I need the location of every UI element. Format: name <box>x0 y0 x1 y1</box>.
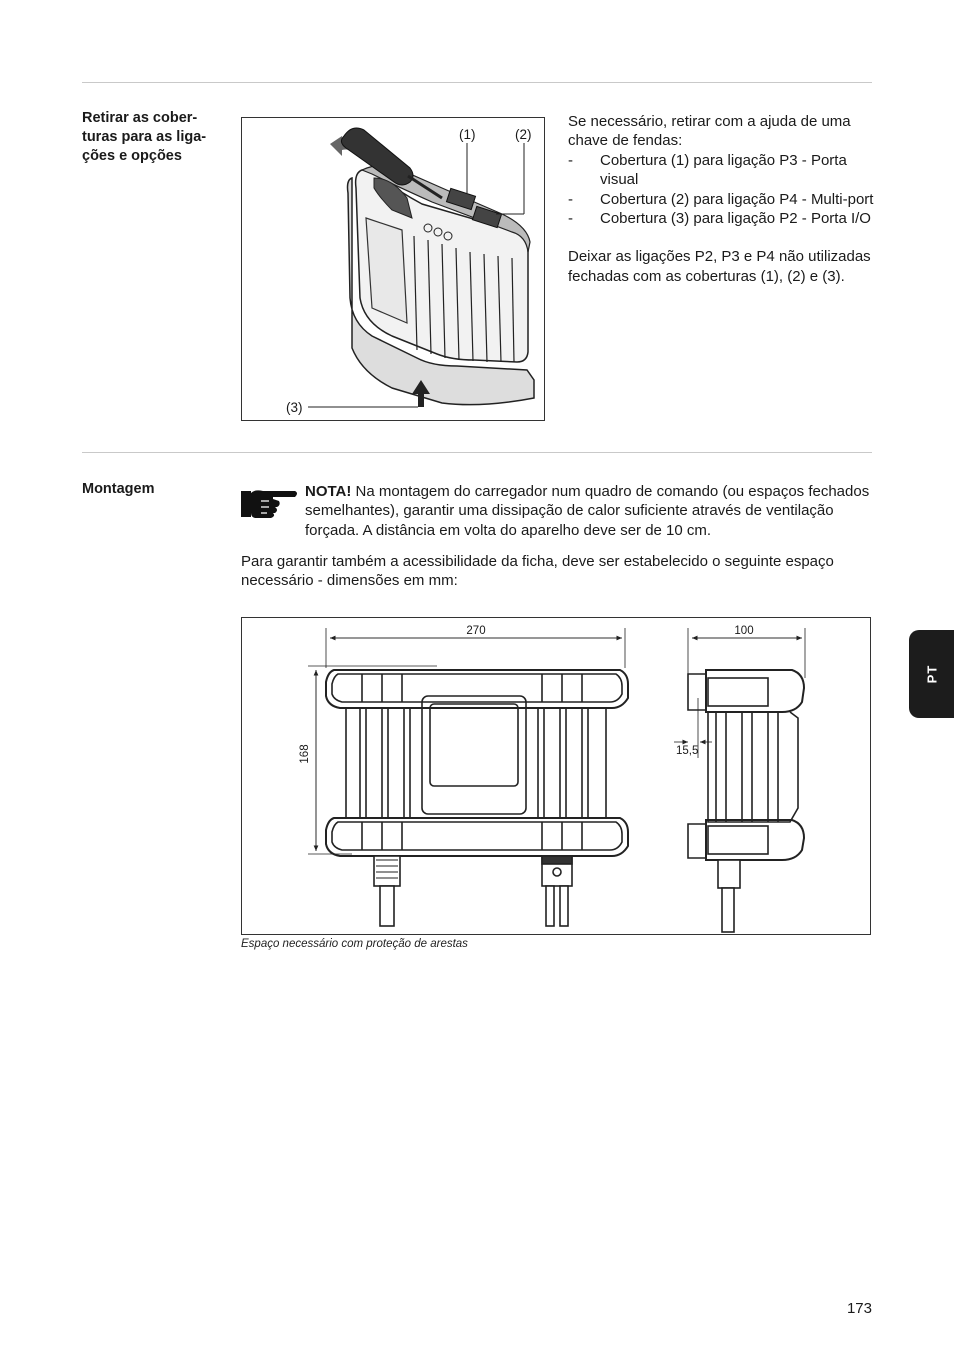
dim-width-label: 270 <box>466 625 486 637</box>
dim-offset-label: 15,5 <box>676 745 699 757</box>
figure-remove-covers <box>241 117 545 421</box>
list-item: - Cobertura (2) para ligação P4 - Multi-port <box>568 190 874 209</box>
section-title-mounting: Montagem <box>82 481 155 497</box>
list-item: - Cobertura (1) para ligação P3 - Porta visual <box>568 151 874 190</box>
section-divider <box>82 452 872 453</box>
pointing-hand-icon <box>239 485 299 526</box>
figure-label-1: (1) <box>459 127 476 142</box>
note-label: NOTA! <box>305 483 352 500</box>
page-number: 173 <box>846 1300 872 1317</box>
covers-closing: Deixar as ligações P2, P3 e P4 não utilizadas fechadas com as coberturas (1), (2) e (3). <box>568 248 871 285</box>
figure-label-3: (3) <box>286 400 303 415</box>
figure-label-2: (2) <box>515 127 532 142</box>
covers-instructions <box>568 112 874 286</box>
note-text: Na montagem do carregador num quadro de comando (ou espaços fechados semelhantes), garantir uma dissipação de calor suficiente através de ventilação forçada. A distância em volta do aparelho deve ser de 10 cm. <box>305 483 870 539</box>
top-rule <box>82 82 872 83</box>
language-tab: PT <box>909 630 954 718</box>
covers-intro: Se necessário, retirar com a ajuda de uma chave de fendas: <box>568 113 851 150</box>
covers-list <box>568 151 874 229</box>
section-title-covers: Retirar as cober- turas para as liga- ções e opções <box>82 110 207 164</box>
figure-caption: Espaço necessário com proteção de arestas <box>241 938 468 950</box>
charger-cover-illustration <box>242 118 544 420</box>
mounting-paragraph: Para garantir também a acessibilidade da ficha, deve ser estabelecido o seguinte espaço necessário - dimensões em mm: <box>241 553 834 590</box>
mounting-note <box>305 482 871 540</box>
dim-height-label: 168 <box>299 744 311 764</box>
list-item: - Cobertura (3) para ligação P2 - Porta I/O <box>568 209 874 228</box>
dimension-drawing <box>242 618 870 934</box>
dim-depth-label: 100 <box>734 625 754 637</box>
figure-space-requirements <box>241 617 871 935</box>
